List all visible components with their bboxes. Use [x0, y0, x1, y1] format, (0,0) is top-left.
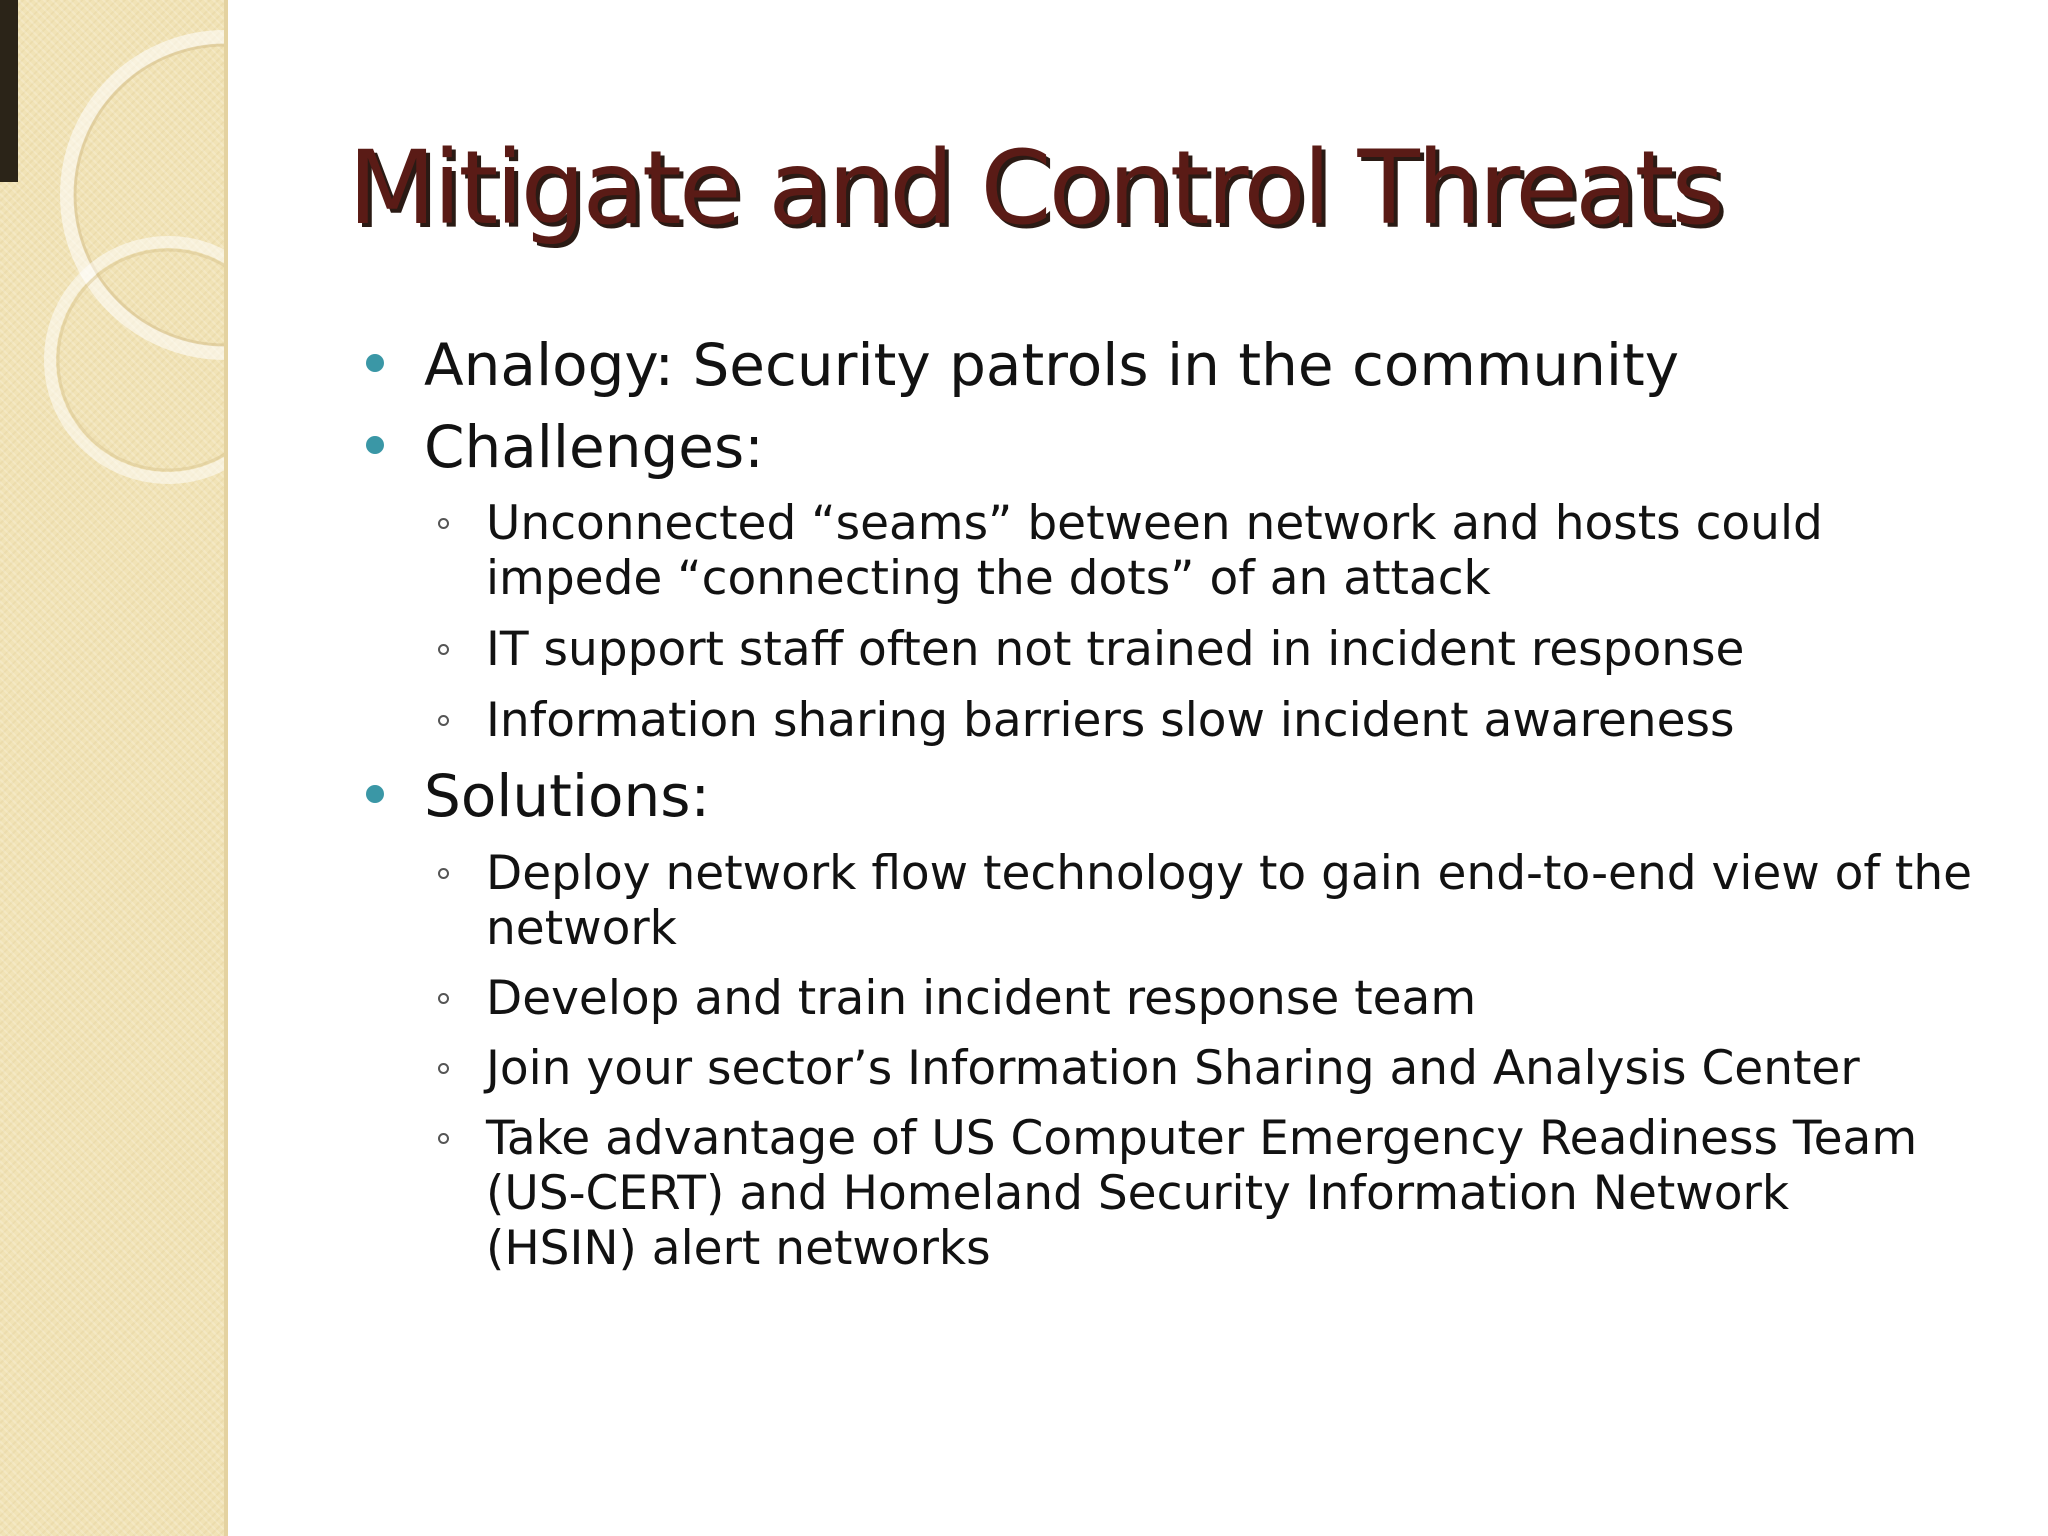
teal-bullet-icon — [366, 354, 384, 372]
bullet-text: Analogy: Security patrols in the community — [424, 331, 1680, 399]
text-line: Develop and train incident response team — [486, 971, 1477, 1026]
side-band-edge — [224, 0, 228, 1536]
hollow-bullet-icon — [438, 1063, 449, 1074]
teal-bullet-icon — [366, 436, 384, 454]
text-line: (US-CERT) and Homeland Security Information Network — [486, 1166, 1790, 1221]
text-line: Join your sector’s Information Sharing and Analysis Center — [486, 1041, 1860, 1096]
text-line: Take advantage of US Computer Emergency Readiness Team — [486, 1111, 1918, 1166]
hollow-bullet-icon — [438, 644, 449, 655]
hollow-bullet-icon — [438, 993, 449, 1004]
text-line: impede “connecting the dots” of an attack — [486, 551, 1491, 606]
sub-bullet-text — [486, 622, 2006, 677]
sub-bullet-text — [486, 971, 2006, 1026]
text-line: IT support staff often not trained in incident response — [486, 622, 1745, 677]
slide-title: Mitigate and Control Threats — [348, 129, 1722, 248]
hollow-bullet-icon — [438, 1133, 449, 1144]
hollow-bullet-icon — [438, 518, 449, 529]
sub-bullet-text — [486, 846, 2006, 956]
bullet-text: Challenges: — [424, 413, 764, 481]
text-line: Information sharing barriers slow incident awareness — [486, 693, 1735, 748]
bullet-list — [360, 0, 2020, 1536]
hollow-bullet-icon — [438, 715, 449, 726]
text-line: network — [486, 901, 677, 956]
text-line: (HSIN) alert networks — [486, 1221, 991, 1276]
hollow-bullet-icon — [438, 868, 449, 879]
text-line: Deploy network flow technology to gain end-to-end view of the — [486, 846, 1973, 901]
teal-bullet-icon — [366, 785, 384, 803]
decorative-rings-icon — [0, 0, 228, 520]
bullet-text: Solutions: — [424, 762, 711, 830]
sub-bullet-text — [486, 496, 2006, 606]
sub-bullet-text — [486, 1041, 2006, 1096]
decorative-side-band — [0, 0, 228, 1536]
sub-bullet-text — [486, 693, 2006, 748]
text-line: Unconnected “seams” between network and hosts could — [486, 496, 1823, 551]
sub-bullet-text — [486, 1111, 2006, 1276]
